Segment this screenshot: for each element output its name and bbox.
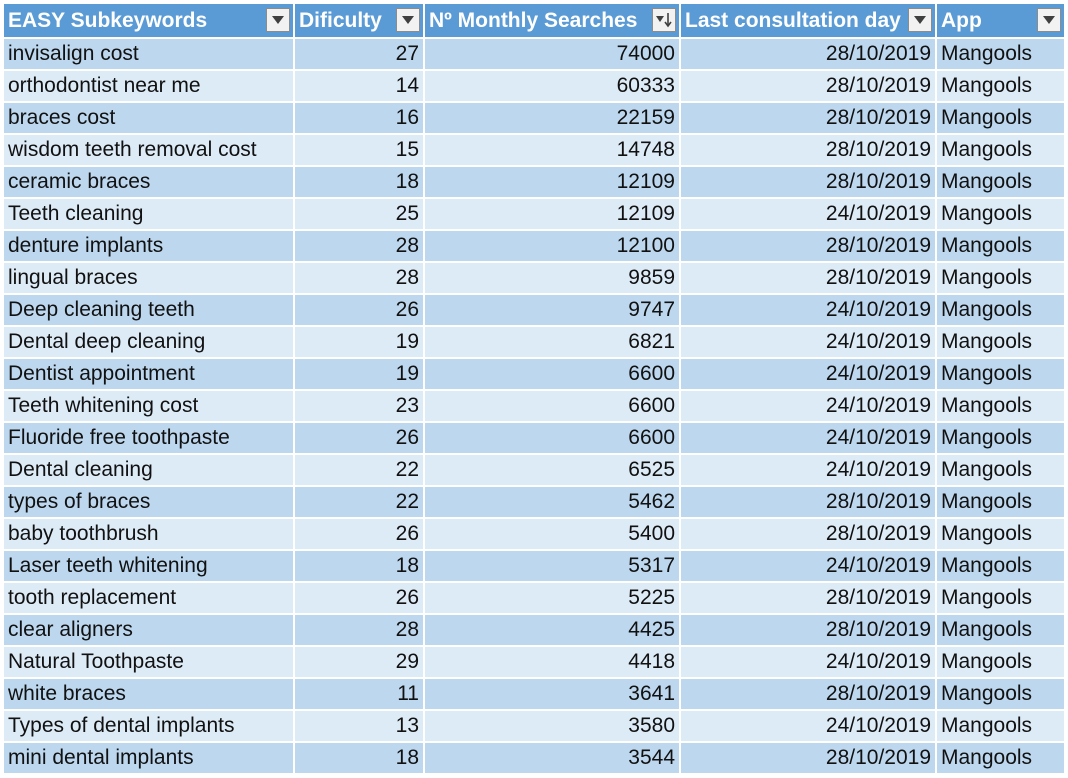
cell-monthly-searches[interactable]: 5400 [424,518,680,550]
cell-difficulty[interactable]: 28 [294,262,424,294]
sort-descending-filter-icon [655,12,673,28]
cell-difficulty[interactable]: 18 [294,166,424,198]
table-row [4,646,1064,678]
cell-last-consultation-day[interactable]: 24/10/2019 [680,422,936,454]
filter-dropdown-button[interactable] [908,8,932,32]
table-row [4,486,1064,518]
cell-monthly-searches[interactable]: 14748 [424,134,680,166]
cell-last-consultation-day[interactable]: 28/10/2019 [680,518,936,550]
cell-difficulty[interactable]: 29 [294,646,424,678]
cell-difficulty[interactable]: 28 [294,230,424,262]
cell-app[interactable]: Mangools [936,166,1064,198]
cell-keyword[interactable]: tooth replacement [4,582,294,614]
cell-keyword[interactable]: clear aligners [4,614,294,646]
cell-last-consultation-day[interactable]: 24/10/2019 [680,454,936,486]
cell-app[interactable]: Mangools [936,102,1064,134]
cell-monthly-searches[interactable]: 60333 [424,70,680,102]
cell-difficulty[interactable]: 14 [294,70,424,102]
cell-difficulty[interactable]: 27 [294,38,424,70]
column-header-label: App [941,9,982,32]
table-row [4,326,1064,358]
column-header-label: EASY Subkeywords [8,9,208,32]
cell-last-consultation-day[interactable]: 24/10/2019 [680,326,936,358]
cell-keyword[interactable]: Types of dental implants [4,710,294,742]
cell-app[interactable]: Mangools [936,550,1064,582]
cell-monthly-searches[interactable]: 4418 [424,646,680,678]
cell-keyword[interactable]: mini dental implants [4,742,294,774]
table-row [4,166,1064,198]
cell-keyword[interactable]: braces cost [4,102,294,134]
table-row [4,582,1064,614]
filter-dropdown-button[interactable] [396,8,420,32]
cell-last-consultation-day[interactable]: 28/10/2019 [680,262,936,294]
column-header-last-consultation-day[interactable] [680,4,936,38]
filter-dropdown-button[interactable] [1037,8,1061,32]
dropdown-arrow-icon [1042,15,1056,25]
cell-monthly-searches[interactable]: 3544 [424,742,680,774]
cell-app[interactable]: Mangools [936,230,1064,262]
column-header-app[interactable] [936,4,1064,38]
cell-keyword[interactable]: Teeth cleaning [4,198,294,230]
cell-last-consultation-day[interactable]: 24/10/2019 [680,646,936,678]
cell-difficulty[interactable]: 28 [294,614,424,646]
cell-difficulty[interactable]: 18 [294,742,424,774]
cell-last-consultation-day[interactable]: 24/10/2019 [680,550,936,582]
cell-monthly-searches[interactable]: 3641 [424,678,680,710]
cell-monthly-searches[interactable]: 12109 [424,166,680,198]
cell-monthly-searches[interactable]: 6821 [424,326,680,358]
column-header-monthly-searches[interactable] [424,4,680,38]
dropdown-arrow-icon [913,15,927,25]
cell-app[interactable]: Mangools [936,486,1064,518]
column-header-keywords[interactable] [4,4,294,38]
table-row [4,70,1064,102]
cell-monthly-searches[interactable]: 12109 [424,198,680,230]
table-row [4,614,1064,646]
cell-app[interactable]: Mangools [936,198,1064,230]
dropdown-arrow-icon [401,15,415,25]
cell-app[interactable]: Mangools [936,518,1064,550]
cell-difficulty[interactable]: 19 [294,326,424,358]
table-row [4,262,1064,294]
cell-app[interactable]: Mangools [936,262,1064,294]
cell-difficulty[interactable]: 26 [294,582,424,614]
cell-difficulty[interactable]: 11 [294,678,424,710]
cell-last-consultation-day[interactable]: 24/10/2019 [680,710,936,742]
table-row [4,454,1064,486]
cell-app[interactable]: Mangools [936,710,1064,742]
keywords-table [4,4,1064,775]
table-row [4,422,1064,454]
cell-monthly-searches[interactable]: 5225 [424,582,680,614]
table-row [4,134,1064,166]
cell-last-consultation-day[interactable]: 28/10/2019 [680,678,936,710]
cell-monthly-searches[interactable]: 5462 [424,486,680,518]
cell-keyword[interactable]: types of braces [4,486,294,518]
cell-app[interactable]: Mangools [936,678,1064,710]
cell-monthly-searches[interactable]: 4425 [424,614,680,646]
cell-app[interactable]: Mangools [936,134,1064,166]
cell-keyword[interactable]: Teeth whitening cost [4,390,294,422]
table-body [4,38,1064,774]
cell-last-consultation-day[interactable]: 24/10/2019 [680,198,936,230]
cell-app[interactable]: Mangools [936,422,1064,454]
table-row [4,358,1064,390]
cell-app[interactable]: Mangools [936,358,1064,390]
cell-last-consultation-day[interactable]: 24/10/2019 [680,358,936,390]
cell-difficulty[interactable]: 19 [294,358,424,390]
cell-app[interactable]: Mangools [936,614,1064,646]
cell-monthly-searches[interactable]: 6600 [424,422,680,454]
cell-difficulty[interactable]: 25 [294,198,424,230]
cell-keyword[interactable]: orthodontist near me [4,70,294,102]
cell-keyword[interactable]: Dental deep cleaning [4,326,294,358]
table-row [4,38,1064,70]
cell-monthly-searches[interactable]: 6525 [424,454,680,486]
cell-last-consultation-day[interactable]: 28/10/2019 [680,70,936,102]
table-row [4,678,1064,710]
column-header-label: Dificulty [299,9,382,32]
cell-last-consultation-day[interactable]: 28/10/2019 [680,582,936,614]
filter-dropdown-button[interactable] [266,8,290,32]
cell-app[interactable]: Mangools [936,582,1064,614]
cell-last-consultation-day[interactable]: 28/10/2019 [680,230,936,262]
cell-app[interactable]: Mangools [936,70,1064,102]
spreadsheet-table-region [4,4,1064,775]
table-row [4,518,1064,550]
sort-filter-button[interactable] [652,8,676,32]
cell-app[interactable]: Mangools [936,294,1064,326]
cell-keyword[interactable]: Natural Toothpaste [4,646,294,678]
cell-app[interactable]: Mangools [936,38,1064,70]
cell-last-consultation-day[interactable]: 28/10/2019 [680,614,936,646]
cell-keyword[interactable]: Dental cleaning [4,454,294,486]
cell-app[interactable]: Mangools [936,646,1064,678]
cell-app[interactable]: Mangools [936,742,1064,774]
cell-keyword[interactable]: Laser teeth whitening [4,550,294,582]
cell-keyword[interactable]: denture implants [4,230,294,262]
cell-difficulty[interactable]: 23 [294,390,424,422]
dropdown-arrow-icon [271,15,285,25]
table-row [4,710,1064,742]
table-row [4,102,1064,134]
cell-last-consultation-day[interactable]: 28/10/2019 [680,742,936,774]
cell-monthly-searches[interactable]: 3580 [424,710,680,742]
cell-monthly-searches[interactable]: 22159 [424,102,680,134]
column-header-difficulty[interactable] [294,4,424,38]
cell-keyword[interactable]: baby toothbrush [4,518,294,550]
table-row [4,550,1064,582]
cell-keyword[interactable]: ceramic braces [4,166,294,198]
table-row [4,198,1064,230]
cell-last-consultation-day[interactable]: 28/10/2019 [680,134,936,166]
cell-monthly-searches[interactable]: 9747 [424,294,680,326]
cell-keyword[interactable]: white braces [4,678,294,710]
cell-keyword[interactable]: invisalign cost [4,38,294,70]
cell-difficulty[interactable]: 26 [294,518,424,550]
cell-monthly-searches[interactable]: 5317 [424,550,680,582]
cell-difficulty[interactable]: 26 [294,422,424,454]
cell-last-consultation-day[interactable]: 28/10/2019 [680,486,936,518]
cell-last-consultation-day[interactable]: 28/10/2019 [680,38,936,70]
table-row [4,294,1064,326]
cell-keyword[interactable]: Deep cleaning teeth [4,294,294,326]
table-row [4,390,1064,422]
cell-difficulty[interactable]: 22 [294,486,424,518]
cell-difficulty[interactable]: 26 [294,294,424,326]
cell-monthly-searches[interactable]: 12100 [424,230,680,262]
cell-keyword[interactable]: wisdom teeth removal cost [4,134,294,166]
cell-last-consultation-day[interactable]: 28/10/2019 [680,166,936,198]
cell-difficulty[interactable]: 16 [294,102,424,134]
cell-difficulty[interactable]: 22 [294,454,424,486]
cell-keyword[interactable]: Fluoride free toothpaste [4,422,294,454]
cell-difficulty[interactable]: 13 [294,710,424,742]
cell-difficulty[interactable]: 18 [294,550,424,582]
table-row [4,742,1064,774]
cell-last-consultation-day[interactable]: 24/10/2019 [680,390,936,422]
column-header-label: Nº Monthly Searches [429,9,638,32]
cell-last-consultation-day[interactable]: 24/10/2019 [680,294,936,326]
cell-app[interactable]: Mangools [936,390,1064,422]
column-header-label: Last consultation day [685,9,901,32]
cell-monthly-searches[interactable]: 74000 [424,38,680,70]
cell-app[interactable]: Mangools [936,454,1064,486]
cell-keyword[interactable]: lingual braces [4,262,294,294]
cell-monthly-searches[interactable]: 6600 [424,390,680,422]
cell-difficulty[interactable]: 15 [294,134,424,166]
cell-monthly-searches[interactable]: 9859 [424,262,680,294]
header-row [4,4,1064,38]
cell-app[interactable]: Mangools [936,326,1064,358]
cell-keyword[interactable]: Dentist appointment [4,358,294,390]
cell-monthly-searches[interactable]: 6600 [424,358,680,390]
cell-last-consultation-day[interactable]: 28/10/2019 [680,102,936,134]
table-row [4,230,1064,262]
